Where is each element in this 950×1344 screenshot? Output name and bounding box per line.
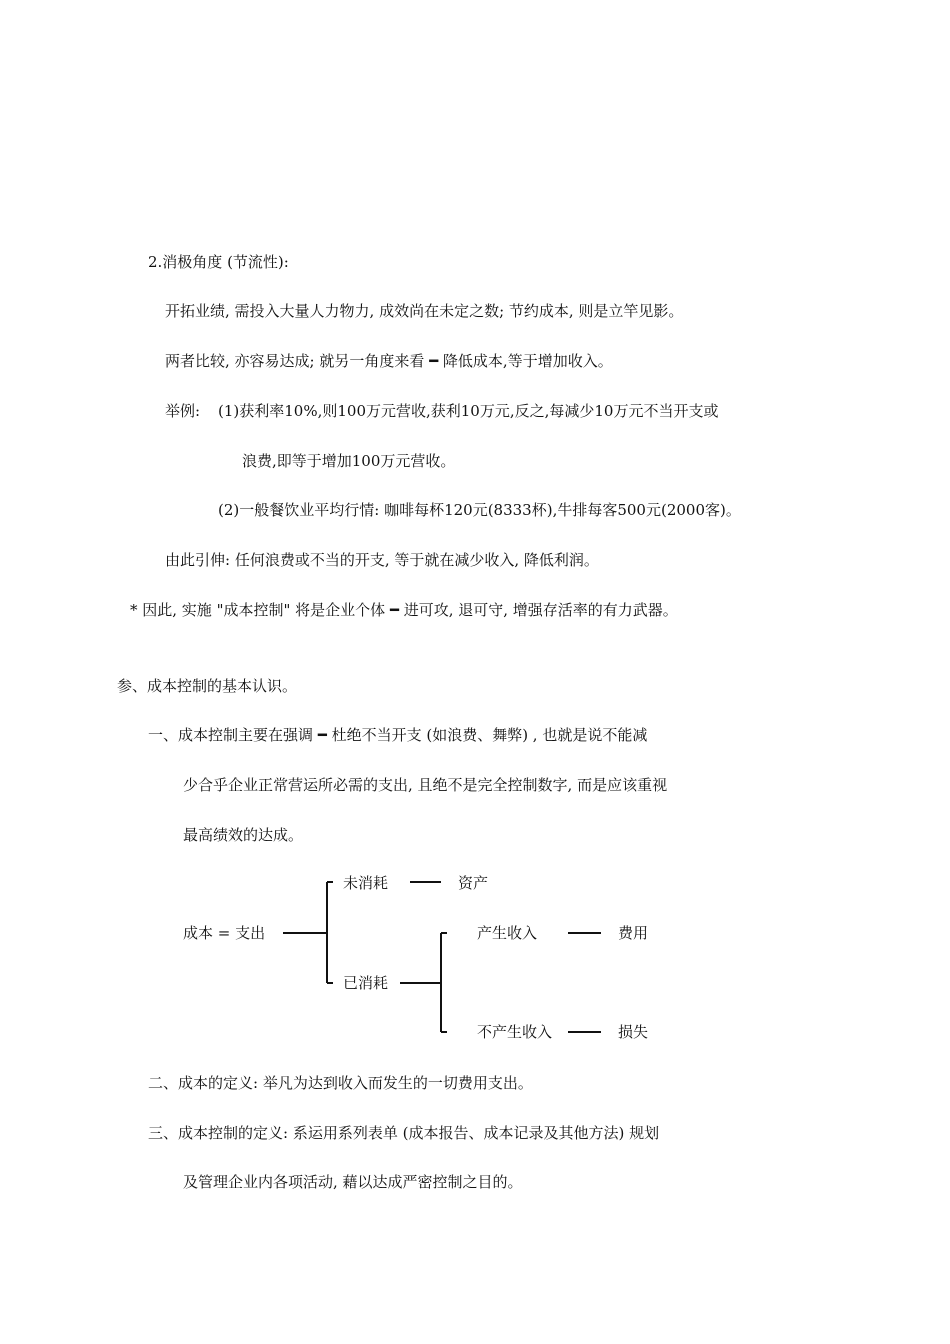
section-2-line-1: 开拓业绩, 需投入大量人力物力, 成效尚在未定之数; 节约成本, 则是立竿见影。 bbox=[165, 302, 684, 320]
item-1-line-c: 最高绩效的达成。 bbox=[183, 826, 304, 844]
conclusion-line: * 因此, 实施 "成本控制" 将是企业个体 ━ 进可攻, 退可守, 增强存活率的有力武器。 bbox=[130, 601, 678, 619]
section-3-heading: 参、成本控制的基本认识。 bbox=[117, 677, 298, 695]
example-label: 举例: bbox=[165, 402, 201, 420]
item-1-line-b: 少合乎企业正常营运所必需的支出, 且绝不是完全控制数字, 而是应该重视 bbox=[183, 776, 668, 794]
example-1-line-a: (1)获利率10%,则100万元营收,获利10万元,反之,每减少10万元不当开支或 bbox=[218, 402, 719, 420]
inference-line: 由此引伸: 任何浪费或不当的开支, 等于就在减少收入, 降低利润。 bbox=[165, 551, 599, 569]
tree-asset: 资产 bbox=[458, 874, 489, 892]
example-1-line-b: 浪费,即等于增加100万元营收。 bbox=[242, 452, 456, 470]
tree-root: 成本 = 支出 bbox=[183, 924, 266, 942]
section-2-line-2: 两者比较, 亦容易达成; 就另一角度来看 ━ 降低成本,等于增加收入。 bbox=[165, 352, 613, 370]
tree-revenue: 产生收入 bbox=[477, 924, 538, 942]
tree-unconsumed: 未消耗 bbox=[343, 874, 389, 892]
item-3-line-b: 及管理企业内各项活动, 藉以达成严密控制之目的。 bbox=[183, 1173, 523, 1191]
item-1-line-a: 一、成本控制主要在强调 ━ 杜绝不当开支 (如浪费、舞弊) , 也就是说不能减 bbox=[148, 726, 648, 744]
tree-non-revenue: 不产生收入 bbox=[477, 1023, 553, 1041]
tree-expense: 费用 bbox=[618, 924, 649, 942]
item-3-line-a: 三、成本控制的定义: 系运用系列表单 (成本报告、成本记录及其他方法) 规划 bbox=[148, 1124, 660, 1142]
tree-consumed: 已消耗 bbox=[343, 974, 389, 992]
tree-loss: 损失 bbox=[618, 1023, 649, 1041]
section-2-heading: 2.消极角度 (节流性): bbox=[148, 253, 289, 271]
example-2: (2)一般餐饮业平均行情: 咖啡每杯120元(8333杯),牛排每客500元(2000客)。 bbox=[218, 501, 741, 519]
item-2: 二、成本的定义: 举凡为达到收入而发生的一切费用支出。 bbox=[148, 1074, 533, 1092]
